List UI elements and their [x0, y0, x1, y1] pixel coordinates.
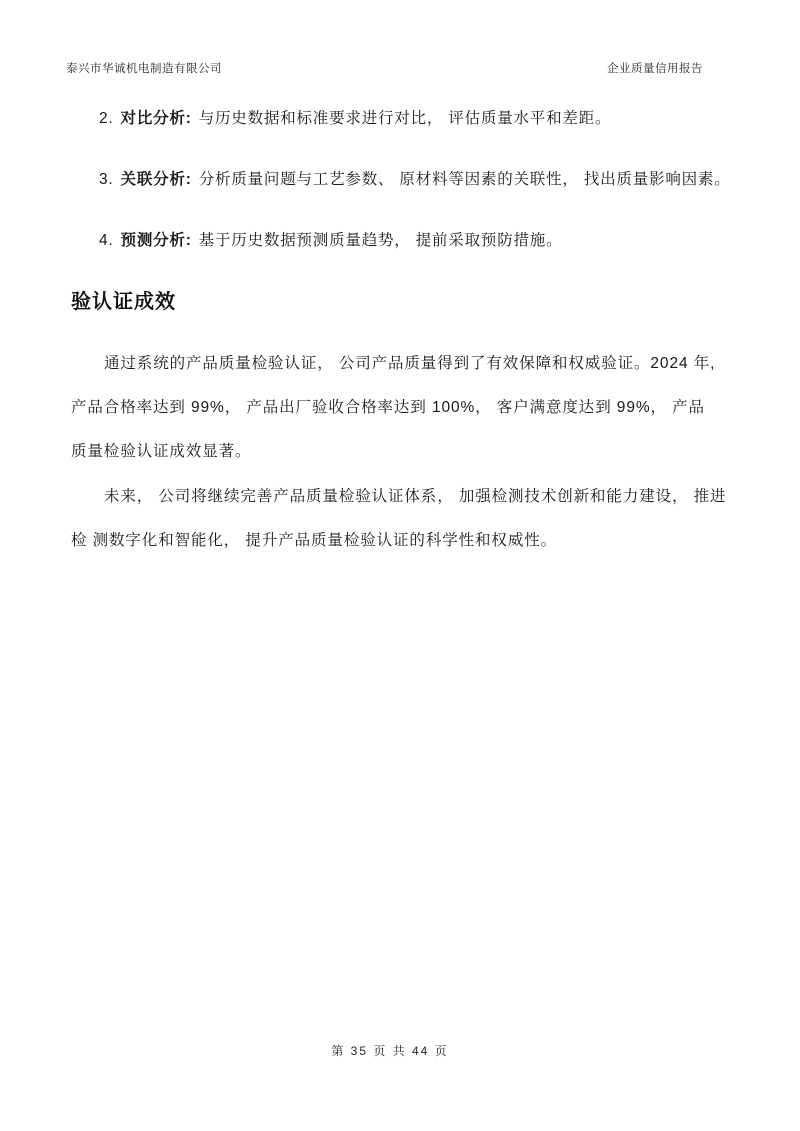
- list-item-4: [99, 230, 744, 252]
- list-item-number: 4.: [99, 232, 114, 249]
- paragraph-2-line-2: 检 测数字化和智能化， 提升产品质量检验认证的科学性和权威性。: [71, 532, 558, 549]
- list-item-3: [99, 169, 744, 191]
- list-item-label: 对比分析:: [120, 110, 192, 127]
- list-item-label: 关联分析:: [120, 171, 192, 188]
- section-heading: 验认证成效: [71, 291, 176, 313]
- page-number-text: 第 35 页 共 44 页: [331, 1044, 449, 1058]
- list-item-2: [99, 108, 744, 130]
- header-company-name: 泰兴市华诚机电制造有限公司: [66, 63, 222, 75]
- list-item-text: 分析质量问题与工艺参数、 原材料等因素的关联性， 找出质量影响因素。: [198, 171, 731, 188]
- list-item-label: 预测分析:: [120, 232, 192, 249]
- list-item-text: 与历史数据和标准要求进行对比， 评估质量水平和差距。: [198, 110, 612, 127]
- paragraph-1-line-2: 产品合格率达到 99%， 产品出厂验收合格率达到 100%， 客户满意度达到 99%， 产品: [71, 399, 705, 416]
- list-item-number: 2.: [99, 110, 114, 127]
- paragraph-2-line-1: 未来， 公司将继续完善产品质量检验认证体系， 加强检测技术创新和能力建设， 推进: [104, 488, 727, 505]
- paragraph-1-line-3: 质量检验认证成效显著。: [71, 443, 252, 460]
- paragraph-1-line-1: 通过系统的产品质量检验认证， 公司产品质量得到了有效保障和权威验证。2024 年,: [104, 355, 716, 372]
- header-report-title: 企业质量信用报告: [607, 63, 703, 75]
- list-item-text: 基于历史数据预测质量趋势， 提前采取预防措施。: [198, 232, 563, 249]
- page-footer: [0, 1042, 780, 1059]
- page-header: [66, 60, 703, 76]
- list-item-number: 3.: [99, 171, 114, 188]
